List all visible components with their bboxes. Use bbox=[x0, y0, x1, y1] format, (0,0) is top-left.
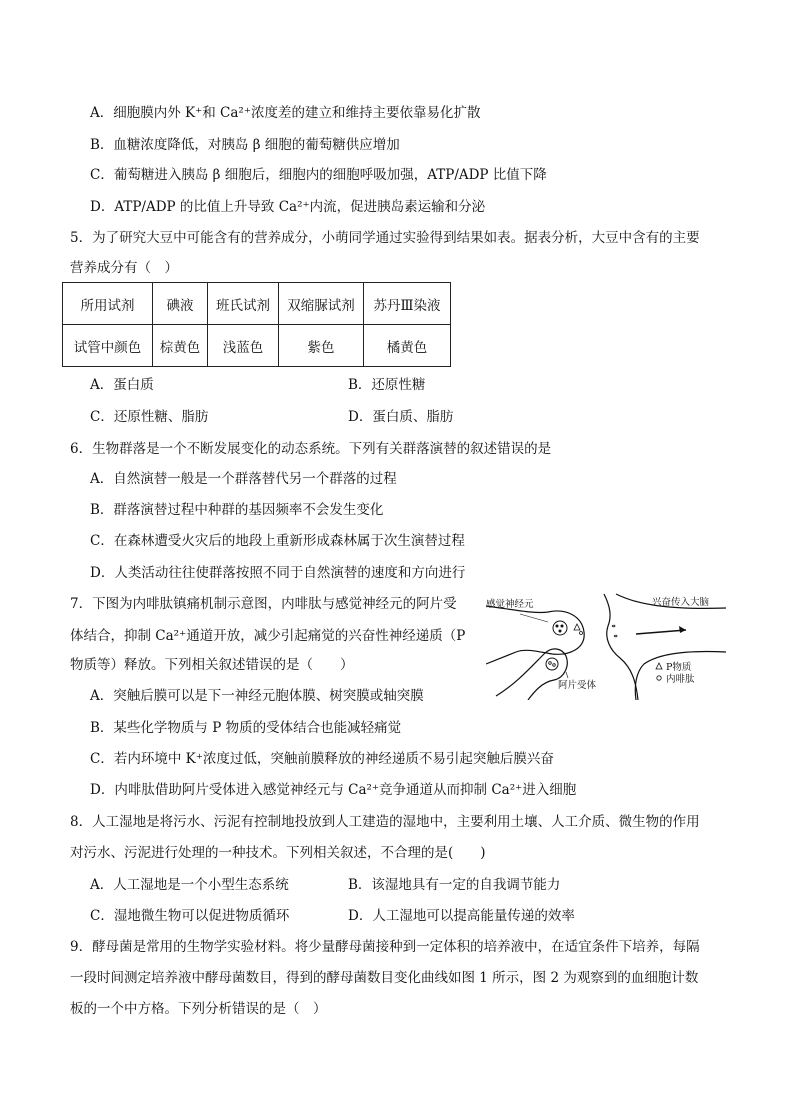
q6-option-d: D．人类活动往往使群落按照不同于自然演替的速度和方向进行 bbox=[90, 565, 466, 581]
endorphin-neuron-terminal bbox=[496, 649, 567, 700]
p-substance-legend-icon bbox=[656, 663, 662, 669]
q8-stem-line1: 8．人工湿地是将污水、污泥有控制地投放到人工建造的湿地中，主要利用土壤、人工介质、微生物的作用 bbox=[70, 814, 700, 830]
q8-option-d: D．人工湿地可以提高能量传递的效率 bbox=[348, 908, 575, 924]
q8-stem-line2: 对污水、污泥进行处理的一种技术。下列相关叙述，不合理的是( ) bbox=[70, 845, 486, 861]
postsynaptic-neuron-left-edge bbox=[604, 594, 638, 700]
q5-stem-line1: 5．为了研究大豆中可能含有的营养成分，小萌同学通过实验得到结果如表。据表分析，大豆中含有的主要 bbox=[70, 230, 700, 246]
q5-stem-line2: 营养成分有（ ） bbox=[70, 260, 178, 276]
q7-stem-line2: 体结合，抑制 Ca²⁺通道开放，减少引起痛觉的兴奋性神经递质（P bbox=[70, 628, 466, 644]
opioid-receptor-label: 阿片受体 bbox=[558, 680, 597, 691]
table-row bbox=[63, 325, 451, 367]
vesicle-icon bbox=[553, 621, 567, 635]
sensory-neuron-label: 感觉神经元 bbox=[486, 599, 534, 610]
q7-option-b: B．某些化学物质与 P 物质的受体结合也能减轻痛觉 bbox=[90, 720, 402, 736]
q4-option-b: B．血糖浓度降低，对胰岛 β 细胞的葡萄糖供应增加 bbox=[90, 137, 400, 153]
q8-option-b: B．该湿地具有一定的自我调节能力 bbox=[348, 877, 561, 893]
table-cell: 棕黄色 bbox=[153, 325, 208, 367]
q6-option-a: A．自然演替一般是一个群落替代另一个群落的过程 bbox=[90, 471, 397, 487]
q6-option-b: B．群落演替过程中种群的基因频率不会发生变化 bbox=[90, 502, 384, 518]
p-substance-label: P物质 bbox=[666, 662, 692, 673]
q7-stem-line1: 7．下图为内啡肽镇痛机制示意图，内啡肽与感觉神经元的阿片受 bbox=[70, 596, 457, 612]
q6-stem: 6．生物群落是一个不断发展变化的动态系统。下列有关群落演替的叙述错误的是 bbox=[70, 441, 552, 457]
q4-option-d: D．ATP/ADP 的比值上升导致 Ca²⁺内流，促进胰岛素运输和分泌 bbox=[90, 199, 486, 215]
q4-option-a: A．细胞膜内外 K⁺和 Ca²⁺浓度差的建立和维持主要依靠易化扩散 bbox=[90, 105, 481, 121]
endorphin-vesicle-icon bbox=[546, 658, 558, 670]
arrow-head-icon bbox=[679, 626, 686, 633]
q6-option-c: C．在森林遭受火灾后的地段上重新形成森林属于次生演替过程 bbox=[90, 533, 465, 549]
excitation-arrow bbox=[636, 630, 686, 634]
table-cell: 试管中颜色 bbox=[63, 325, 153, 367]
table-cell: 碘液 bbox=[153, 283, 208, 325]
q5-option-d: D．蛋白质、脂肪 bbox=[348, 409, 454, 425]
table-cell: 浅蓝色 bbox=[208, 325, 279, 367]
table-cell: 双缩脲试剂 bbox=[279, 283, 364, 325]
q7-option-a: A．突触后膜可以是下一神经元胞体膜、树突膜或轴突膜 bbox=[90, 688, 424, 704]
sensory-neuron-terminal bbox=[486, 606, 584, 664]
endorphin-mechanism-figure bbox=[486, 592, 726, 700]
q5-option-b: B．还原性糖 bbox=[348, 377, 426, 393]
table-cell: 所用试剂 bbox=[63, 283, 153, 325]
q7-option-c: C．若内环境中 K⁺浓度过低，突触前膜释放的神经递质不易引起突触后膜兴奋 bbox=[90, 751, 554, 767]
endorphin-label: 内啡肽 bbox=[666, 674, 695, 685]
q4-option-c: C．葡萄糖进入胰岛 β 细胞后，细胞内的细胞呼吸加强，ATP/ADP 比值下降 bbox=[90, 167, 547, 183]
q5-option-c: C．还原性糖、脂肪 bbox=[90, 409, 209, 425]
table-row bbox=[63, 283, 451, 325]
table-cell: 班氏试剂 bbox=[208, 283, 279, 325]
table-cell: 苏丹Ⅲ染液 bbox=[364, 283, 451, 325]
table-cell: 橘黄色 bbox=[364, 325, 451, 367]
excitation-label: 兴奋传入大脑 bbox=[652, 597, 710, 608]
endorphin-legend-icon bbox=[657, 676, 661, 680]
p-substance-mark bbox=[574, 624, 580, 630]
q5-option-a: A．蛋白质 bbox=[90, 377, 154, 393]
receptor-mark bbox=[612, 625, 617, 637]
q9-stem-line1: 9．酵母菌是常用的生物学实验材料。将少量酵母菌接种到一定体积的培养液中，在适宜条件下培养，每隔 bbox=[70, 939, 700, 955]
q8-option-c: C．湿地微生物可以促进物质循环 bbox=[90, 908, 290, 924]
q7-option-d: D．内啡肽借助阿片受体进入感觉神经元与 Ca²⁺竞争通道从而抑制 Ca²⁺进入细胞 bbox=[90, 782, 577, 798]
q9-stem-line2: 一段时间测定培养液中酵母菌数目，得到的酵母菌数目变化曲线如图 1 所示，图 2 为观察到的血细胞计数 bbox=[70, 970, 699, 986]
q7-stem-line3: 物质等）释放。下列相关叙述错误的是（ ） bbox=[70, 657, 354, 673]
reagent-table bbox=[62, 282, 451, 367]
q8-option-a: A．人工湿地是一个小型生态系统 bbox=[90, 877, 289, 893]
table-cell: 紫色 bbox=[279, 325, 364, 367]
q9-stem-line3: 板的一个中方格。下列分析错误的是（ ） bbox=[70, 1001, 327, 1017]
synapse-diagram bbox=[486, 592, 726, 700]
